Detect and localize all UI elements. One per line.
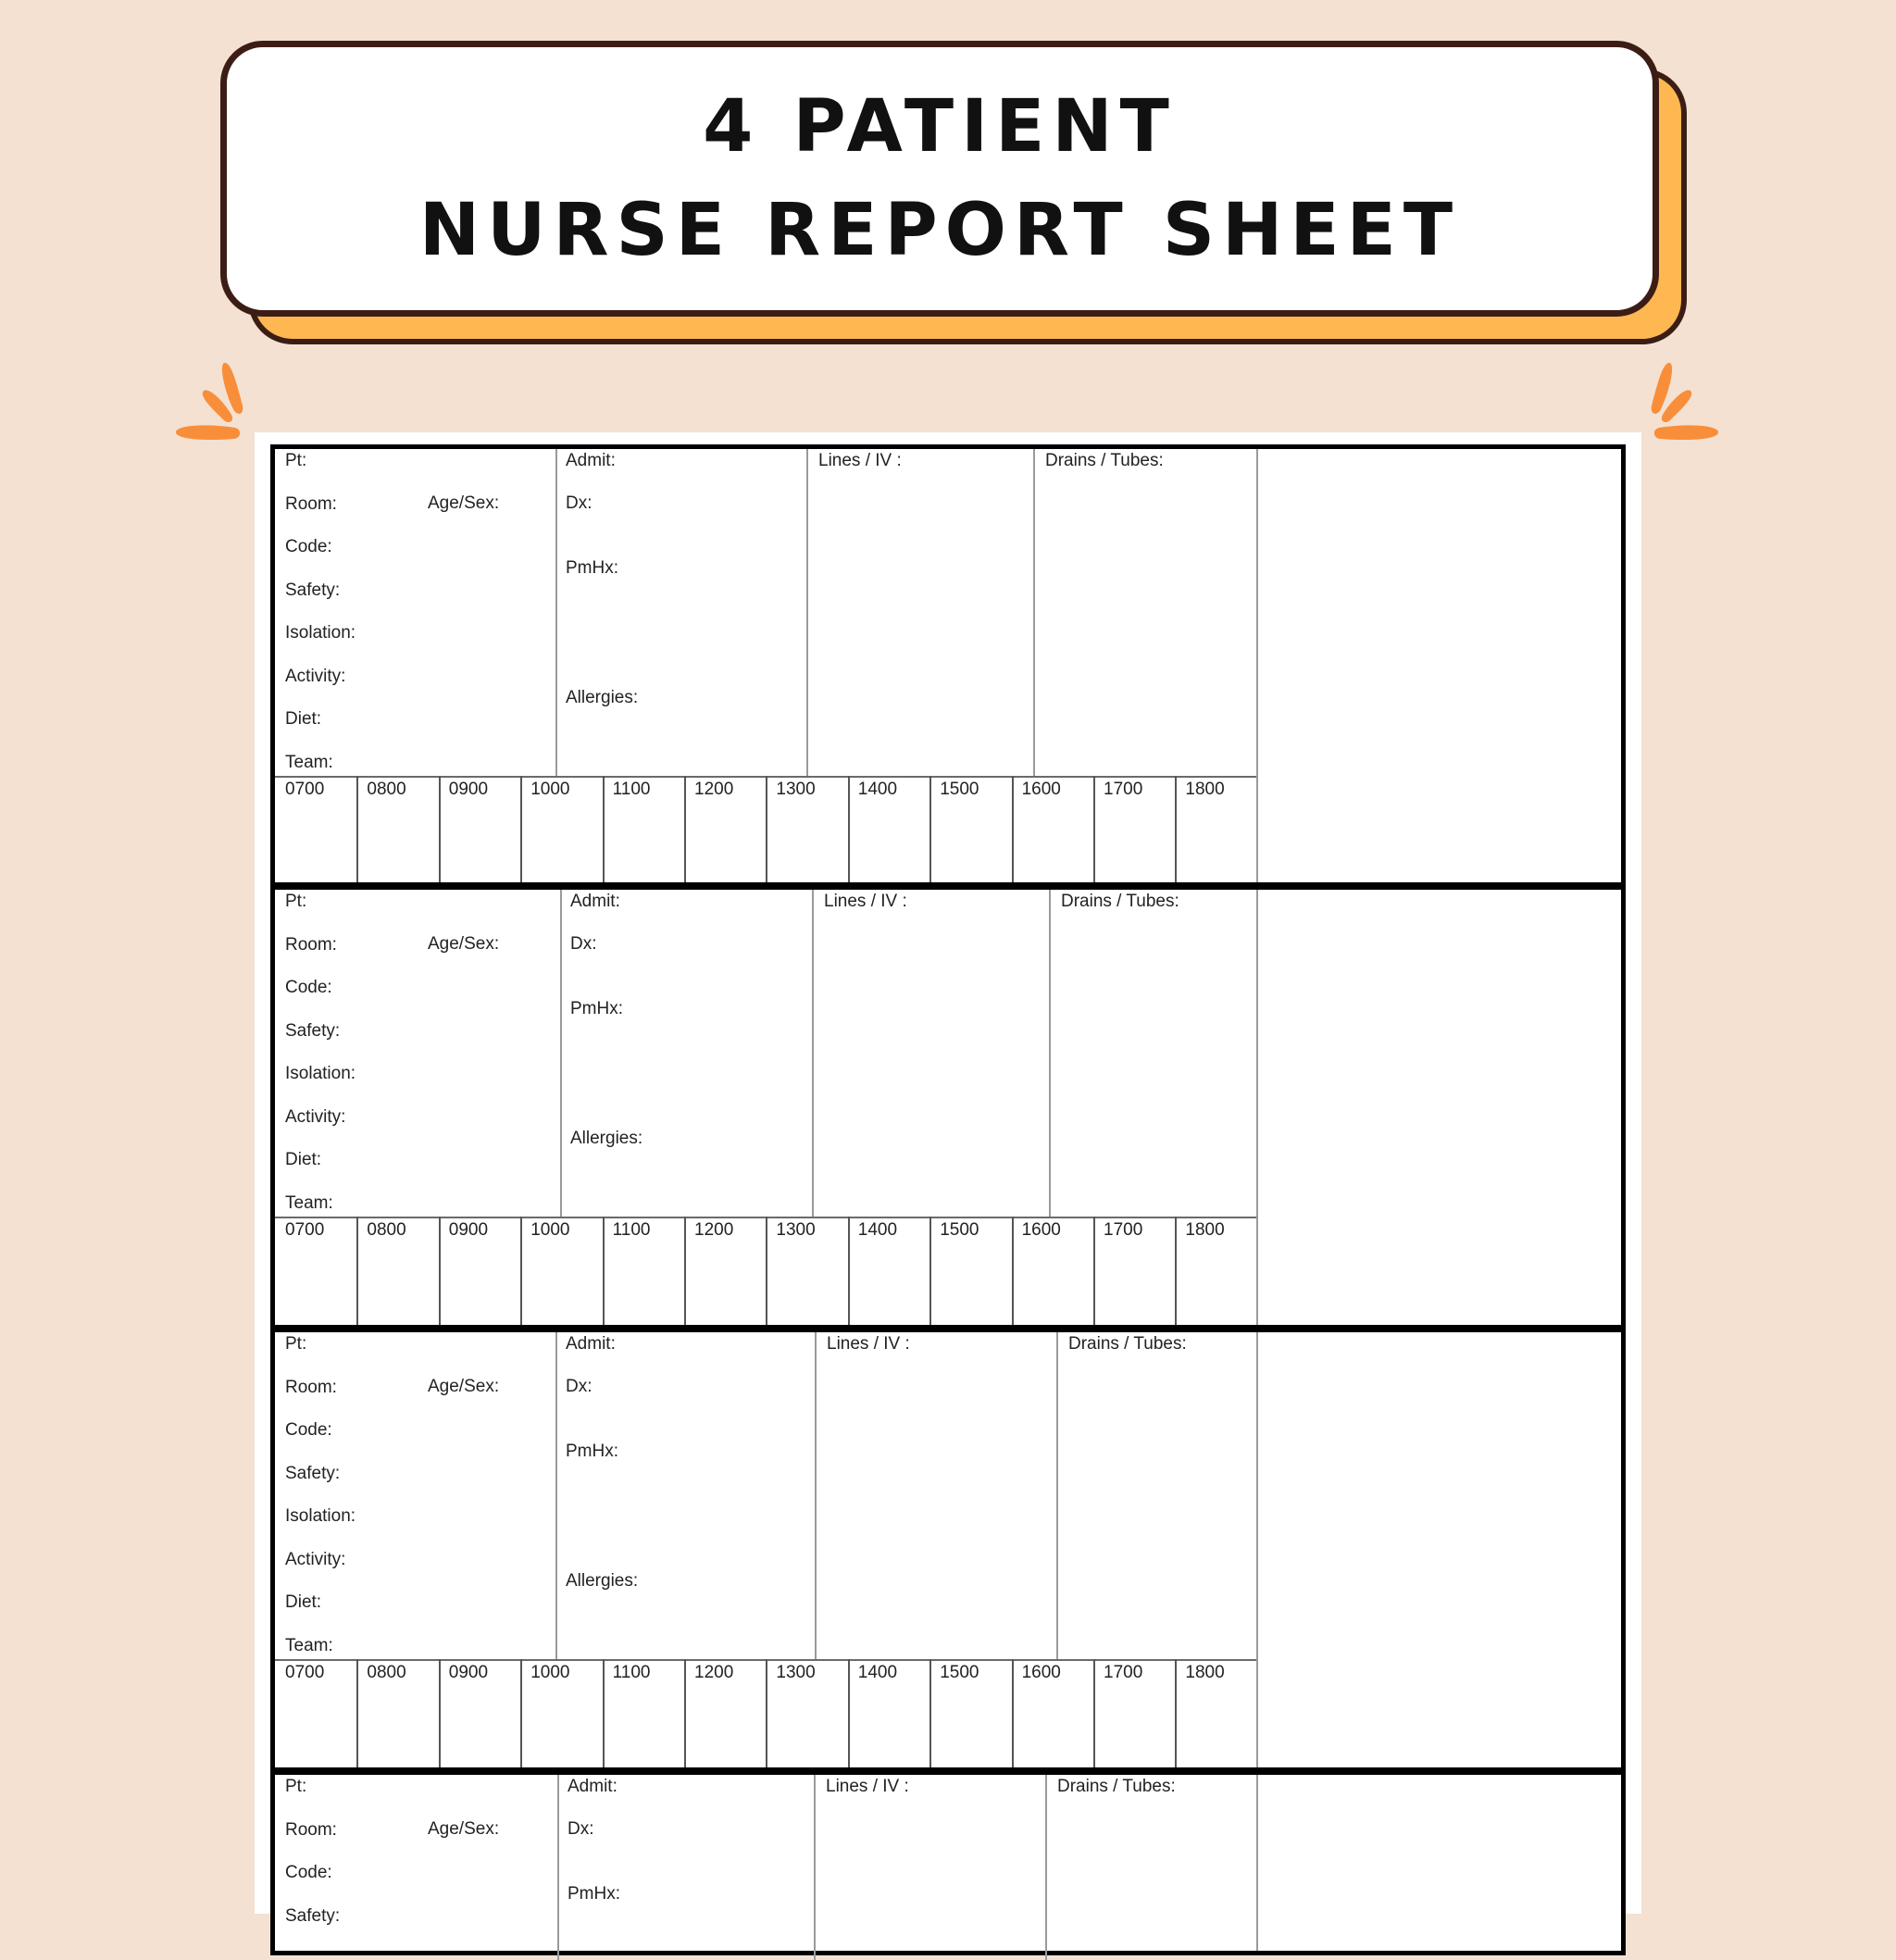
patient-1-hour-divider [439,776,441,882]
spark-right-icon [1631,357,1724,446]
patient-4-lines-iv-label: Lines / IV : [826,1777,909,1796]
patient-4-column-divider [814,1775,816,1960]
patient-2-hour-1500: 1500 [940,1220,979,1240]
patient-3-hour-1200: 1200 [694,1663,734,1682]
patient-4-code-label: Code: [285,1863,332,1882]
patient-2-team-label: Team: [285,1192,333,1213]
patient-3-hour-divider [439,1659,441,1767]
patient-2-pmhx-label: PmHx: [570,999,623,1018]
patient-1-room-label: Room: [285,493,337,514]
patient-1-code-label: Code: [285,537,332,556]
patient-3-column-divider [555,1332,557,1659]
patient-3-age-sex-label: Age/Sex: [428,1377,500,1396]
patient-2-hour-divider [1175,1217,1177,1325]
patient-2-hour-1800: 1800 [1185,1220,1225,1240]
patient-2-isolation-label: Isolation: [285,1064,356,1083]
patient-2-drains-tubes-label: Drains / Tubes: [1061,892,1179,911]
patient-1-lines-iv-label: Lines / IV : [818,451,902,470]
patient-2-hour-1600: 1600 [1021,1220,1061,1240]
patient-2-hour-divider [520,1217,522,1325]
patient-2-activity-label: Activity: [285,1106,346,1127]
patient-1-hour-divider [1093,776,1095,882]
patient-3-block [270,1328,1626,1772]
patient-1-column-divider [806,449,808,776]
patient-2-lines-iv-label: Lines / IV : [824,892,907,911]
patient-1-pt-label: Pt: [285,451,307,470]
patient-2-hour-0700: 0700 [285,1220,325,1240]
patient-1-pmhx-label: PmHx: [566,558,618,578]
patient-2-dx-label: Dx: [570,934,597,954]
spark-left-icon [170,357,263,446]
patient-3-hour-1600: 1600 [1021,1663,1061,1682]
patient-1-column-divider [1033,449,1035,776]
patient-2-column-divider [812,890,814,1217]
patient-3-hour-divider [1175,1659,1177,1767]
patient-3-hour-1300: 1300 [776,1663,816,1682]
patient-3-column-divider [1056,1332,1058,1659]
title-line-1: 4 PATIENT [703,85,1177,169]
patient-1-isolation-label: Isolation: [285,623,356,643]
patient-1-hour-0900: 0900 [448,780,489,799]
patient-2-hour-1200: 1200 [694,1220,734,1240]
patient-1-hour-0800: 0800 [367,780,406,799]
patient-2-hour-divider [439,1217,441,1325]
title-banner [220,41,1659,317]
patient-2-pt-label: Pt: [285,892,307,911]
patient-1-hour-1500: 1500 [940,780,979,799]
patient-1-hour-divider [520,776,522,882]
patient-1-safety-label: Safety: [285,580,341,600]
patient-1-hour-1400: 1400 [857,780,898,799]
patient-1-hour-divider [684,776,686,882]
patient-3-pmhx-label: PmHx: [566,1442,618,1461]
patient-3-safety-label: Safety: [285,1463,341,1483]
patient-3-hour-1500: 1500 [940,1663,979,1682]
patient-3-hour-1400: 1400 [857,1663,898,1682]
patient-2-column-divider [1049,890,1051,1217]
patient-3-team-label: Team: [285,1635,333,1655]
patient-2-admit-label: Admit: [570,892,620,911]
patient-4-room-label: Room: [285,1819,337,1840]
patient-4-dx-label: Dx: [568,1819,594,1839]
patient-1-hour-1300: 1300 [776,780,816,799]
patient-2-hour-divider [766,1217,767,1325]
patient-3-hour-0700: 0700 [285,1663,325,1682]
patient-2-hour-divider [929,1217,931,1325]
patient-4-drains-tubes-label: Drains / Tubes: [1057,1777,1176,1796]
title-line-2: NURSE REPORT SHEET [418,189,1461,272]
patient-3-drains-tubes-label: Drains / Tubes: [1068,1334,1187,1354]
patient-1-hour-divider [356,776,358,882]
patient-3-admit-label: Admit: [566,1334,616,1354]
patient-1-hour-1000: 1000 [530,780,570,799]
patient-1-hour-1200: 1200 [694,780,734,799]
patient-1-hour-divider [1175,776,1177,882]
patient-2-hour-0900: 0900 [448,1220,489,1240]
patient-1-diet-label: Diet: [285,709,322,729]
patient-3-lines-iv-label: Lines / IV : [827,1334,910,1354]
patient-3-allergies-label: Allergies: [566,1571,639,1591]
patient-2-hour-divider [1093,1217,1095,1325]
patient-1-hour-divider [848,776,850,882]
patient-2-hour-divider [684,1217,686,1325]
patient-1-age-sex-label: Age/Sex: [428,493,500,513]
patient-4-column-divider [557,1775,559,1960]
patient-4-form-right-edge [1256,1775,1258,1951]
patient-1-hour-1100: 1100 [612,780,651,799]
patient-2-safety-label: Safety: [285,1020,341,1041]
patient-3-pt-label: Pt: [285,1334,307,1354]
patient-1-hour-divider [603,776,605,882]
patient-2-hour-divider [603,1217,605,1325]
patient-3-hour-divider [356,1659,358,1767]
patient-2-hour-0800: 0800 [367,1220,406,1240]
patient-3-isolation-label: Isolation: [285,1506,356,1526]
patient-1-dx-label: Dx: [566,493,592,513]
patient-1-hour-divider [1012,776,1014,882]
patient-3-hour-divider [603,1659,605,1767]
patient-3-column-divider [815,1332,817,1659]
patient-2-hour-divider [848,1217,850,1325]
patient-2-allergies-label: Allergies: [570,1129,643,1148]
patient-3-hour-1800: 1800 [1185,1663,1225,1682]
patient-3-hour-divider [929,1659,931,1767]
patient-2-age-sex-label: Age/Sex: [428,934,500,954]
patient-1-team-label: Team: [285,752,333,772]
patient-4-admit-label: Admit: [568,1777,617,1796]
patient-3-dx-label: Dx: [566,1377,592,1396]
patient-3-code-label: Code: [285,1420,332,1440]
patient-3-hour-divider [848,1659,850,1767]
patient-1-hour-1800: 1800 [1185,780,1225,799]
patient-2-hour-1300: 1300 [776,1220,816,1240]
patient-2-hour-1400: 1400 [857,1220,898,1240]
patient-1-column-divider [555,449,557,776]
patient-3-hour-1000: 1000 [530,1663,570,1682]
patient-1-form-right-edge [1256,449,1258,882]
patient-4-pmhx-label: PmHx: [568,1884,620,1904]
patient-3-activity-label: Activity: [285,1549,346,1569]
patient-1-hour-divider [766,776,767,882]
patient-1-block [270,444,1626,887]
patient-3-hour-1100: 1100 [612,1663,651,1682]
patient-2-form-right-edge [1256,890,1258,1325]
patient-1-hour-divider [929,776,931,882]
patient-4-safety-label: Safety: [285,1905,341,1926]
patient-3-form-right-edge [1256,1332,1258,1767]
patient-3-hour-0900: 0900 [448,1663,489,1682]
patient-3-diet-label: Diet: [285,1592,322,1612]
patient-3-room-label: Room: [285,1377,337,1397]
patient-3-hour-divider [684,1659,686,1767]
patient-3-hour-0800: 0800 [367,1663,406,1682]
patient-2-block [270,885,1626,1330]
patient-2-hour-1000: 1000 [530,1220,570,1240]
patient-4-pt-label: Pt: [285,1777,307,1796]
patient-4-block [270,1770,1626,1955]
patient-2-hour-1100: 1100 [612,1220,651,1240]
patient-1-allergies-label: Allergies: [566,688,639,707]
patient-3-hour-divider [1012,1659,1014,1767]
patient-4-age-sex-label: Age/Sex: [428,1819,500,1839]
patient-1-admit-label: Admit: [566,451,616,470]
patient-1-hour-1700: 1700 [1104,780,1143,799]
patient-2-hour-1700: 1700 [1104,1220,1143,1240]
patient-4-column-divider [1045,1775,1047,1960]
patient-1-activity-label: Activity: [285,666,346,686]
patient-2-hour-divider [1012,1217,1014,1325]
patient-2-code-label: Code: [285,978,332,997]
patient-3-hour-divider [520,1659,522,1767]
patient-3-hour-divider [1093,1659,1095,1767]
patient-1-hour-0700: 0700 [285,780,325,799]
patient-2-hour-divider [356,1217,358,1325]
patient-1-hour-1600: 1600 [1021,780,1061,799]
patient-3-hour-divider [766,1659,767,1767]
patient-1-drains-tubes-label: Drains / Tubes: [1045,451,1164,470]
patient-2-room-label: Room: [285,934,337,955]
patient-2-column-divider [560,890,562,1217]
patient-2-diet-label: Diet: [285,1150,322,1169]
patient-3-hour-1700: 1700 [1104,1663,1143,1682]
